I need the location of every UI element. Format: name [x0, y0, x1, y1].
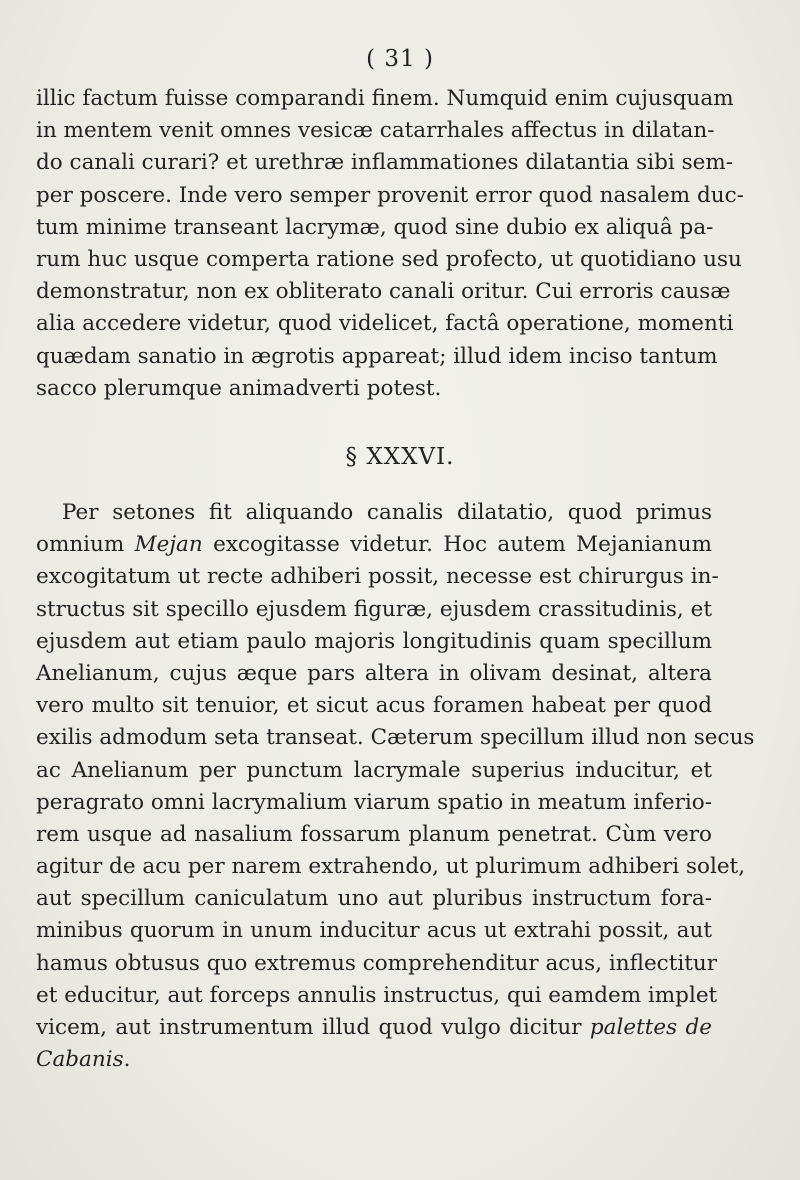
- paragraph-1: [36, 83, 744, 405]
- text-line: et educitur, aut forceps annulis instructus, qui eamdem implet: [36, 982, 718, 1008]
- text-line: demonstratur, non ex obliterato canali oritur. Cui erroris causæ: [36, 279, 731, 305]
- text-line: ejusdem aut etiam paulo majoris longitudinis quam specillum: [36, 628, 712, 654]
- text-line: per poscere. Inde vero semper provenit error quod nasalem duc-: [36, 182, 744, 208]
- text-line: minibus quorum in unum inducitur acus ut extrahi possit, aut: [36, 918, 712, 944]
- text-line: Per setones fit aliquando canalis dilatatio, quod primus: [62, 500, 712, 525]
- text-span: .: [123, 1047, 131, 1073]
- text-line: vero multo sit tenuior, et sicut acus foramen habeat per quod: [36, 693, 712, 719]
- text-line: rem usque ad nasalium fossarum planum penetrat. Cùm vero: [36, 821, 712, 847]
- text-line: alia accedere videtur, quod videlicet, factâ operatione, momenti: [36, 311, 734, 337]
- text-line: quædam sanatio in ægrotis appareat; illud idem inciso tantum: [36, 343, 718, 369]
- text-line: sacco plerumque animadverti potest.: [36, 375, 442, 401]
- italic-term: palettes de: [589, 1015, 712, 1040]
- text-line: ac Anelianum per punctum lacrymale superius inducitur, et: [36, 757, 712, 783]
- author-name-italic: Mejan: [134, 532, 203, 558]
- text-line: tum minime transeant lacrymæ, quod sine dubio ex aliquâ pa-: [36, 214, 714, 240]
- section-heading: § XXXVI.: [345, 444, 455, 470]
- text-line: [36, 529, 712, 561]
- text-line: [36, 1012, 712, 1044]
- text-line: Anelianum, cujus æque pars altera in olivam desinat, altera: [36, 660, 712, 686]
- text-line: agitur de acu per narem extrahendo, ut plurimum adhiberi solet,: [36, 854, 746, 880]
- text-span: omnium: [36, 532, 135, 558]
- text-span: excogitasse videtur. Hoc autem Mejanianum: [202, 532, 712, 558]
- paragraph-2: [36, 497, 755, 1076]
- text-line: do canali curari? et urethræ inflammationes dilatantia sibi sem-: [36, 150, 733, 176]
- text-line: hamus obtusus quo extremus comprehenditur acus, inflectitur: [36, 950, 717, 976]
- text-line: peragrato omni lacrymalium viarum spatio in meatum inferio-: [36, 789, 712, 815]
- text-line: excogitatum ut recte adhiberi possit, necesse est chirurgus in-: [36, 564, 719, 590]
- text-line: structus sit specillo ejusdem figuræ, ejusdem crassitudinis, et: [36, 596, 712, 622]
- text-line: illic factum fuisse comparandi finem. Numquid enim cujusquam: [36, 86, 734, 111]
- text-line: exilis admodum seta transeat. Cæterum specillum illud non secus: [36, 725, 755, 751]
- text-span: vicem, aut instrumentum illud quod vulgo dicitur: [36, 1015, 590, 1040]
- text-line: aut specillum caniculatum uno aut pluribus instructum fora-: [36, 886, 712, 912]
- text-line: in mentem venit omnes vesicæ catarrhales affectus in dilatan-: [36, 118, 715, 144]
- page-number: ( 31 ): [366, 46, 434, 72]
- italic-term: Cabanis: [36, 1047, 124, 1073]
- text-line: [36, 1044, 712, 1076]
- text-line: rum huc usque comperta ratione sed profecto, ut quotidiano usu: [36, 246, 742, 272]
